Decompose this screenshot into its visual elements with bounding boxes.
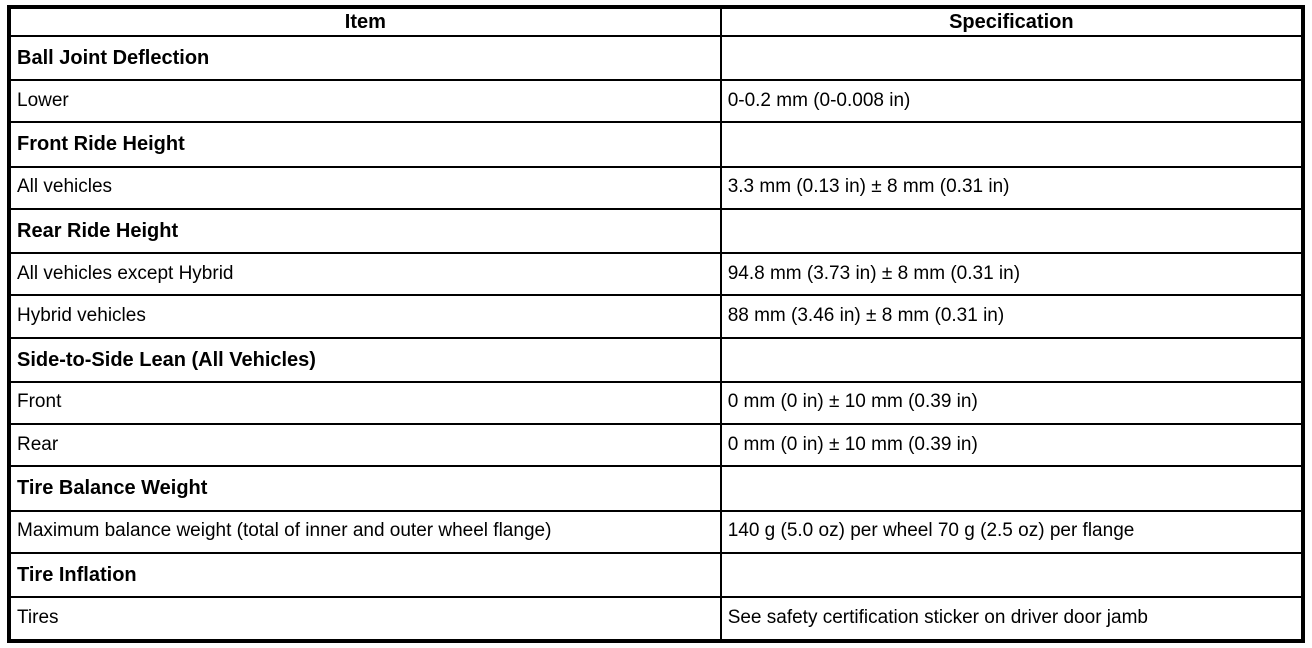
spec-cell: 88 mm (3.46 in) ± 8 mm (0.31 in) bbox=[721, 295, 1303, 337]
section-row bbox=[9, 466, 1303, 510]
table-row bbox=[9, 424, 1303, 466]
table-row bbox=[9, 597, 1303, 641]
spec-cell bbox=[721, 209, 1303, 253]
item-cell: All vehicles bbox=[9, 167, 721, 209]
header-row bbox=[9, 7, 1303, 36]
section-row bbox=[9, 553, 1303, 597]
table-row bbox=[9, 382, 1303, 424]
section-row bbox=[9, 209, 1303, 253]
spec-cell bbox=[721, 466, 1303, 510]
spec-cell bbox=[721, 338, 1303, 382]
column-header-item: Item bbox=[9, 7, 721, 36]
item-cell: Hybrid vehicles bbox=[9, 295, 721, 337]
table-row bbox=[9, 295, 1303, 337]
table-row bbox=[9, 253, 1303, 295]
section-row bbox=[9, 338, 1303, 382]
item-cell: Tire Balance Weight bbox=[9, 466, 721, 510]
spec-cell: 0 mm (0 in) ± 10 mm (0.39 in) bbox=[721, 382, 1303, 424]
item-cell: Rear bbox=[9, 424, 721, 466]
spec-cell bbox=[721, 553, 1303, 597]
table-row bbox=[9, 511, 1303, 553]
spec-cell: 3.3 mm (0.13 in) ± 8 mm (0.31 in) bbox=[721, 167, 1303, 209]
table-row bbox=[9, 167, 1303, 209]
item-cell: All vehicles except Hybrid bbox=[9, 253, 721, 295]
item-cell: Maximum balance weight (total of inner and outer wheel flange) bbox=[9, 511, 721, 553]
spec-cell: See safety certification sticker on driver door jamb bbox=[721, 597, 1303, 641]
spec-cell: 140 g (5.0 oz) per wheel 70 g (2.5 oz) per flange bbox=[721, 511, 1303, 553]
spec-cell: 0-0.2 mm (0-0.008 in) bbox=[721, 80, 1303, 122]
item-cell: Tire Inflation bbox=[9, 553, 721, 597]
item-cell: Side-to-Side Lean (All Vehicles) bbox=[9, 338, 721, 382]
specification-table bbox=[7, 5, 1305, 643]
item-cell: Rear Ride Height bbox=[9, 209, 721, 253]
section-row bbox=[9, 36, 1303, 80]
item-cell: Front bbox=[9, 382, 721, 424]
item-cell: Lower bbox=[9, 80, 721, 122]
spec-cell: 0 mm (0 in) ± 10 mm (0.39 in) bbox=[721, 424, 1303, 466]
item-cell: Front Ride Height bbox=[9, 122, 721, 166]
spec-cell: 94.8 mm (3.73 in) ± 8 mm (0.31 in) bbox=[721, 253, 1303, 295]
item-cell: Ball Joint Deflection bbox=[9, 36, 721, 80]
specification-table-container bbox=[7, 5, 1305, 643]
column-header-specification: Specification bbox=[721, 7, 1303, 36]
table-row bbox=[9, 80, 1303, 122]
spec-cell bbox=[721, 122, 1303, 166]
spec-cell bbox=[721, 36, 1303, 80]
section-row bbox=[9, 122, 1303, 166]
item-cell: Tires bbox=[9, 597, 721, 641]
